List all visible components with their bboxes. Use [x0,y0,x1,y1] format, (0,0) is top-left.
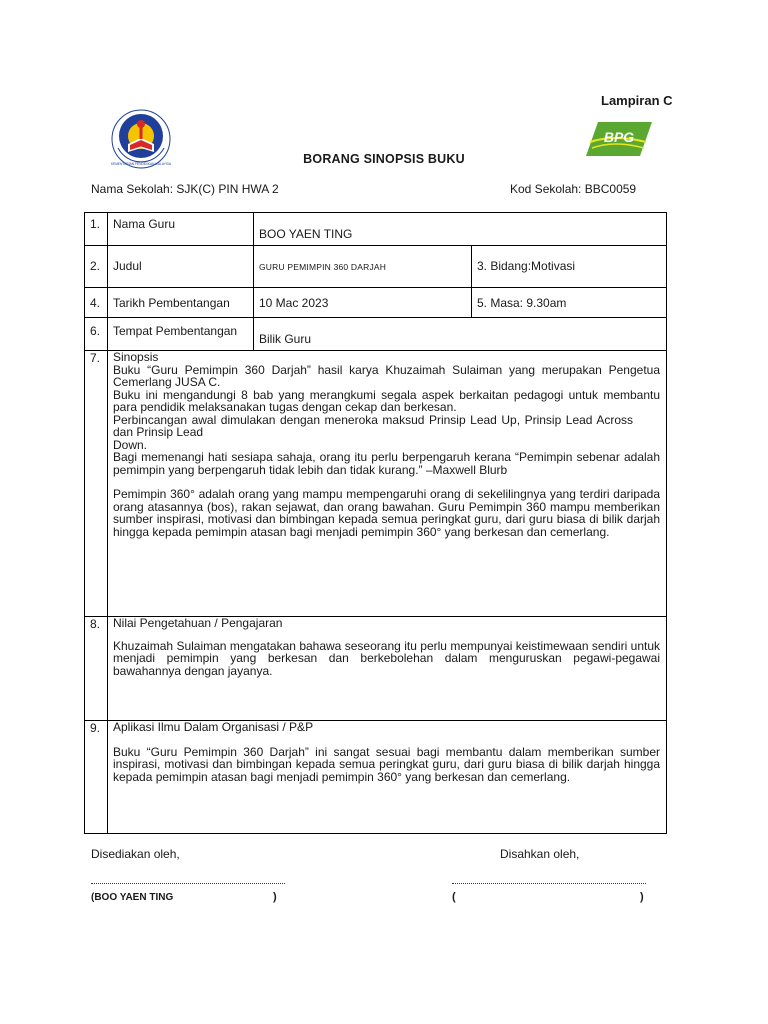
application-text: Buku “Guru Pemimpin 360 Darjah” ini sangat sesuai bagi membantu dalam memberikan sumber inspirasi, motivasi dan bimbingan kepada semua peringkat guru, dari guru biasa di bilik darjah hingga kepada pemimpin atasan bagi menjadi pemimpin 360° yang berkesan dan cemerlang. [113,744,661,784]
synopsis-form-table [84,212,667,834]
preparer-name: (BOO YAEN TING [91,892,174,903]
label-presentation-venue: Tempat Pembentangan [113,324,238,338]
label-presentation-date: Tarikh Pembentangan [113,296,230,310]
value-field: 3. Bidang:Motivasi [477,259,576,273]
value-book-title: GURU PEMIMPIN 360 DARJAH [259,262,387,272]
synopsis-paragraph-4: Bagi memenangi hati sesiapa sahaja, orang itu perlu berpengaruh kerana “Pemimpin sebenar adalah pemimpin yang berpengaruh tidak lebih dan tidak kurang.” –Maxwell Blurb [113,450,661,477]
bpg-logo-text: BPG [603,129,635,145]
approver-name-open: ( [452,891,456,903]
table-row-values [85,617,667,721]
label-title: Judul [113,259,142,273]
attachment-label: Lampiran C [601,93,673,108]
synopsis-paragraph-3: Perbincangan awal dimulakan dengan meneroka maksud Prinsip Lead Up, Prinsip Lead Across dan Prinsip Lead [113,412,633,439]
label-knowledge-value: Nilai Pengetahuan / Pengajaran [113,616,283,630]
row-number: 9. [90,721,101,735]
prepared-by-label: Disediakan oleh, [91,847,180,861]
approver-name-close: ) [640,891,644,903]
preparer-signature-line [91,873,285,884]
school-name: Nama Sekolah: SJK(C) PIN HWA 2 [91,182,279,196]
table-row-date [85,288,667,318]
table-row-teacher [85,213,667,246]
row-number: 4. [90,296,101,310]
label-teacher-name: Nama Guru [113,217,176,231]
row-number: 8. [90,617,101,631]
row-number: 2. [90,259,101,273]
row-number: 6. [90,324,101,338]
school-code: Kod Sekolah: BBC0059 [510,182,637,196]
value-presentation-date: 10 Mac 2023 [259,296,329,310]
table-row-venue [85,318,667,351]
table-row-synopsis [85,351,667,617]
table-row-application [85,721,667,834]
value-presentation-venue: Bilik Guru [259,332,312,346]
preparer-name-close: ) [273,891,277,903]
form-title: BORANG SINOPSIS BUKU [303,152,465,166]
approved-by-label: Disahkan oleh, [500,847,580,861]
knowledge-value-text: Khuzaimah Sulaiman mengatakan bahawa seseorang itu perlu mempunyai keistimewaan sendiri untuk menjadi pemimpin yang berkesan dan berkebolehan dalam menguruskan pegawi-pegawai bawahannya dengan jayanya. [113,638,661,678]
label-synopsis: Sinopsis [113,350,159,364]
kpm-logo-caption: KEMENTERIAN PENDIDIKAN MALAYSIA [111,162,171,166]
synopsis-paragraph-3-end: Down. [113,437,148,452]
table-row-title [85,246,667,288]
row-number: 1. [90,217,101,231]
row-number: 7. [90,351,101,365]
label-application: Aplikasi Ilmu Dalam Organisasi / P&P [113,720,314,734]
synopsis-paragraph-5: Pemimpin 360° adalah orang yang mampu mempengaruhi orang di sekelilingnya yang terdiri daripada orang atasannya (bos), rakan sejawat, dan orang bawahan. Guru Pemimpin 360 mampu memberikan sumber inspirasi, motivasi dan bimbingan kepada semua peringkat guru, dari guru biasa di bilik darjah hingga kepada pemimpin atasan bagi menjadi pemimpin 360° yang berkesan dan cemerlang. [113,487,661,539]
approver-signature-line [452,873,646,884]
synopsis-paragraph-1: Buku “Guru Pemimpin 360 Darjah” hasil karya Khuzaimah Sulaiman yang merupakan Pengetua Cemerlang JUSA C. [113,362,661,389]
value-time: 5. Masa: 9.30am [477,296,567,310]
synopsis-paragraph-2: Buku ini mengandungi 8 bab yang merangkumi segala aspek berkaitan pedagogi untuk membantu para pendidik melaksanakan tugas dengan cekap dan berkesan. [113,387,661,414]
value-teacher-name: BOO YAEN TING [259,227,353,241]
